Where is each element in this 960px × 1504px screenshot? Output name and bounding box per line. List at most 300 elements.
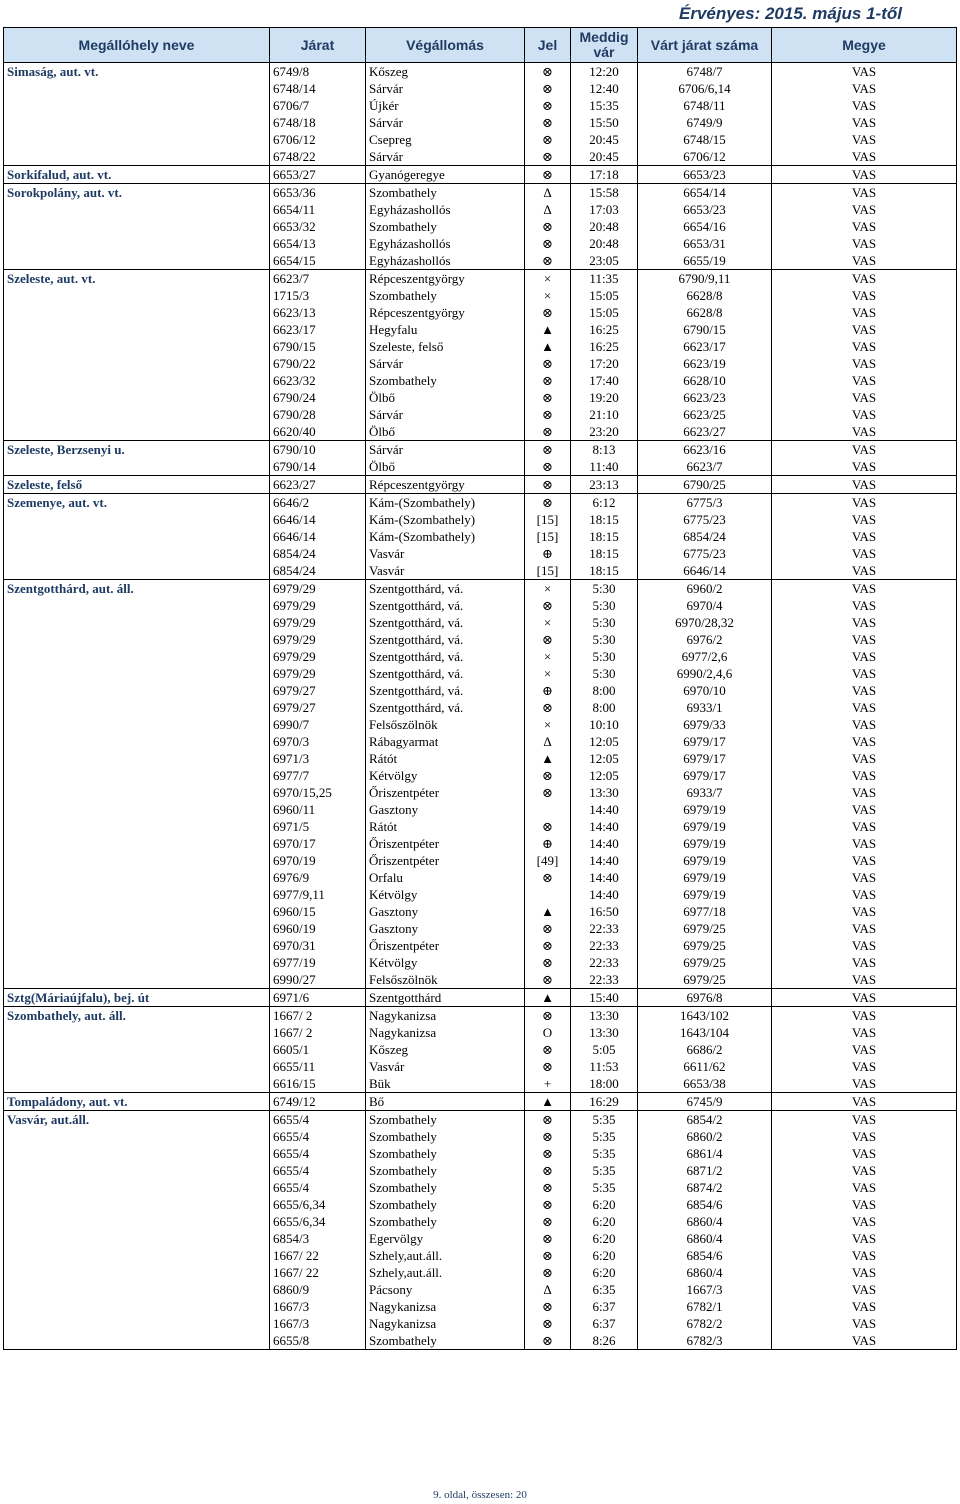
awaited-route: 6653/31 (638, 235, 772, 252)
terminus: Kám-(Szombathely) (366, 511, 525, 528)
awaited-route: 6623/7 (638, 458, 772, 476)
wait-until: 12:40 (571, 80, 638, 97)
route-number: 6979/29 (270, 631, 366, 648)
terminus: Kétvölgy (366, 886, 525, 903)
county: VAS (772, 886, 957, 903)
route-number: 6655/6,34 (270, 1213, 366, 1230)
terminus: Szombathely (366, 184, 525, 202)
awaited-route: 6748/11 (638, 97, 772, 114)
symbol: × (525, 648, 571, 665)
route-number: 6960/19 (270, 920, 366, 937)
county: VAS (772, 528, 957, 545)
awaited-route: 1667/3 (638, 1281, 772, 1298)
awaited-route: 6979/19 (638, 818, 772, 835)
awaited-route: 6979/17 (638, 767, 772, 784)
terminus: Vasvár (366, 545, 525, 562)
symbol: ▲ (525, 750, 571, 767)
county: VAS (772, 665, 957, 682)
awaited-route: 6977/2,6 (638, 648, 772, 665)
county: VAS (772, 767, 957, 784)
awaited-route: 6611/62 (638, 1058, 772, 1075)
county: VAS (772, 920, 957, 937)
wait-until: 12:20 (571, 63, 638, 81)
county: VAS (772, 114, 957, 131)
stop-name: Sorkifalud, aut. vt. (4, 166, 270, 184)
header-county: Megye (772, 28, 957, 63)
awaited-route: 6933/7 (638, 784, 772, 801)
route-number: 6654/13 (270, 235, 366, 252)
symbol: ⊗ (525, 1179, 571, 1196)
county: VAS (772, 1332, 957, 1350)
terminus: Egyházashollós (366, 252, 525, 270)
county: VAS (772, 63, 957, 81)
route-number: 6706/7 (270, 97, 366, 114)
route-number: 6977/9,11 (270, 886, 366, 903)
awaited-route: 6871/2 (638, 1162, 772, 1179)
symbol: Δ (525, 1281, 571, 1298)
awaited-route: 6790/15 (638, 321, 772, 338)
symbol: O (525, 1024, 571, 1041)
route-number: 6623/17 (270, 321, 366, 338)
awaited-route: 6653/23 (638, 166, 772, 184)
county: VAS (772, 682, 957, 699)
symbol: Δ (525, 201, 571, 218)
route-number: 1667/3 (270, 1298, 366, 1315)
terminus: Vasvár (366, 562, 525, 580)
route-number: 6971/6 (270, 989, 366, 1007)
county: VAS (772, 869, 957, 886)
route-number: 6970/19 (270, 852, 366, 869)
awaited-route: 6990/2,4,6 (638, 665, 772, 682)
symbol (525, 801, 571, 818)
county: VAS (772, 235, 957, 252)
table-row (4, 184, 957, 202)
terminus: Sárvár (366, 406, 525, 423)
table-row (4, 1007, 957, 1025)
route-number: 6977/19 (270, 954, 366, 971)
county: VAS (772, 937, 957, 954)
terminus: Répceszentgyörgy (366, 476, 525, 494)
wait-until: 18:15 (571, 562, 638, 580)
terminus: Szhely,aut.áll. (366, 1247, 525, 1264)
county: VAS (772, 954, 957, 971)
county: VAS (772, 1281, 957, 1298)
terminus: Szombathely (366, 1128, 525, 1145)
stop-name: Szeleste, Berzsenyi u. (4, 441, 270, 476)
terminus: Szentgotthárd, vá. (366, 580, 525, 598)
terminus: Sárvár (366, 355, 525, 372)
wait-until: 12:05 (571, 750, 638, 767)
county: VAS (772, 545, 957, 562)
route-number: 6971/3 (270, 750, 366, 767)
awaited-route: 6782/2 (638, 1315, 772, 1332)
symbol: ⊗ (525, 166, 571, 184)
terminus: Ölbő (366, 389, 525, 406)
awaited-route: 6970/28,32 (638, 614, 772, 631)
county: VAS (772, 631, 957, 648)
route-number: 6976/9 (270, 869, 366, 886)
awaited-route: 6628/10 (638, 372, 772, 389)
symbol: ▲ (525, 903, 571, 920)
terminus: Őriszentpéter (366, 852, 525, 869)
awaited-route: 6933/1 (638, 699, 772, 716)
route-number: 6790/10 (270, 441, 366, 459)
terminus: Szentgotthárd, vá. (366, 631, 525, 648)
terminus: Ölbő (366, 458, 525, 476)
county: VAS (772, 597, 957, 614)
symbol: ⊗ (525, 148, 571, 166)
county: VAS (772, 1264, 957, 1281)
awaited-route: 6860/4 (638, 1230, 772, 1247)
terminus: Vasvár (366, 1058, 525, 1075)
route-number: 6623/32 (270, 372, 366, 389)
terminus: Szombathely (366, 1162, 525, 1179)
wait-until: 6:20 (571, 1264, 638, 1281)
route-number: 6971/5 (270, 818, 366, 835)
wait-until: 16:25 (571, 338, 638, 355)
awaited-route: 6749/9 (638, 114, 772, 131)
symbol: ⊗ (525, 1162, 571, 1179)
stop-name: Szeleste, aut. vt. (4, 270, 270, 441)
county: VAS (772, 733, 957, 750)
route-number: 6646/14 (270, 511, 366, 528)
route-number: 6970/31 (270, 937, 366, 954)
county: VAS (772, 562, 957, 580)
county: VAS (772, 801, 957, 818)
awaited-route: 6977/18 (638, 903, 772, 920)
route-number: 1667/ 22 (270, 1247, 366, 1264)
route-number: 1667/ 2 (270, 1024, 366, 1041)
awaited-route: 6970/10 (638, 682, 772, 699)
route-number: 1667/3 (270, 1315, 366, 1332)
wait-until: 6:35 (571, 1281, 638, 1298)
terminus: Rábagyarmat (366, 733, 525, 750)
symbol: ⊗ (525, 767, 571, 784)
county: VAS (772, 338, 957, 355)
awaited-route: 6979/25 (638, 937, 772, 954)
county: VAS (772, 304, 957, 321)
symbol: ⊗ (525, 954, 571, 971)
terminus: Bő (366, 1093, 525, 1111)
county: VAS (772, 201, 957, 218)
awaited-route: 6654/16 (638, 218, 772, 235)
symbol: ⊗ (525, 304, 571, 321)
route-number: 6646/14 (270, 528, 366, 545)
terminus: Sárvár (366, 441, 525, 459)
symbol: ⊗ (525, 631, 571, 648)
county: VAS (772, 818, 957, 835)
route-number: 6970/15,25 (270, 784, 366, 801)
page-footer: 9. oldal, összesen: 20 (433, 1489, 527, 1501)
header-stop-name: Megállóhely neve (4, 28, 270, 63)
county: VAS (772, 1179, 957, 1196)
county: VAS (772, 1145, 957, 1162)
symbol: Δ (525, 733, 571, 750)
header-wait-until: Meddig vár (571, 28, 638, 63)
symbol: ⊗ (525, 63, 571, 81)
terminus: Csepreg (366, 131, 525, 148)
wait-until: 19:20 (571, 389, 638, 406)
county: VAS (772, 287, 957, 304)
stop-name: Szemenye, aut. vt. (4, 494, 270, 580)
wait-until: 23:05 (571, 252, 638, 270)
wait-until: 8:13 (571, 441, 638, 459)
route-number: 6653/36 (270, 184, 366, 202)
county: VAS (772, 716, 957, 733)
wait-until: 11:35 (571, 270, 638, 288)
symbol: ⊗ (525, 1332, 571, 1350)
route-number: 6646/2 (270, 494, 366, 512)
symbol: ⊗ (525, 97, 571, 114)
terminus: Egyházashollós (366, 201, 525, 218)
terminus: Hegyfalu (366, 321, 525, 338)
terminus: Nagykanizsa (366, 1315, 525, 1332)
awaited-route: 6748/15 (638, 131, 772, 148)
county: VAS (772, 218, 957, 235)
stop-name: Szentgotthárd, aut. áll. (4, 580, 270, 989)
awaited-route: 6979/33 (638, 716, 772, 733)
symbol: ⊗ (525, 1264, 571, 1281)
route-number: 1667/ 22 (270, 1264, 366, 1281)
awaited-route: 6979/25 (638, 971, 772, 989)
wait-until: 17:40 (571, 372, 638, 389)
wait-until: 22:33 (571, 954, 638, 971)
symbol: ⊗ (525, 971, 571, 989)
terminus: Szombathely (366, 1213, 525, 1230)
awaited-route: 6979/17 (638, 733, 772, 750)
county: VAS (772, 270, 957, 288)
route-number: 6979/29 (270, 614, 366, 631)
symbol: ⊗ (525, 1058, 571, 1075)
table-row (4, 63, 957, 81)
awaited-route: 6979/17 (638, 750, 772, 767)
terminus: Répceszentgyörgy (366, 304, 525, 321)
wait-until: 14:40 (571, 818, 638, 835)
symbol: ⊗ (525, 1007, 571, 1025)
wait-until: 13:30 (571, 1007, 638, 1025)
terminus: Szentgotthárd, vá. (366, 614, 525, 631)
wait-until: 13:30 (571, 784, 638, 801)
awaited-route: 6628/8 (638, 287, 772, 304)
symbol: [15] (525, 511, 571, 528)
awaited-route: 6790/9,11 (638, 270, 772, 288)
wait-until: 17:18 (571, 166, 638, 184)
symbol: ▲ (525, 338, 571, 355)
awaited-route: 6979/19 (638, 835, 772, 852)
awaited-route: 6748/7 (638, 63, 772, 81)
terminus: Kőszeg (366, 1041, 525, 1058)
county: VAS (772, 699, 957, 716)
symbol: ⊗ (525, 1298, 571, 1315)
county: VAS (772, 784, 957, 801)
terminus: Őriszentpéter (366, 937, 525, 954)
table-row (4, 476, 957, 494)
awaited-route: 6854/6 (638, 1196, 772, 1213)
wait-until: 16:29 (571, 1093, 638, 1111)
county: VAS (772, 1247, 957, 1264)
terminus: Ölbő (366, 423, 525, 441)
terminus: Őriszentpéter (366, 835, 525, 852)
wait-until: 14:40 (571, 869, 638, 886)
terminus: Szombathely (366, 1332, 525, 1350)
terminus: Sárvár (366, 114, 525, 131)
terminus: Szombathely (366, 1111, 525, 1129)
symbol: ⊗ (525, 1111, 571, 1129)
awaited-route: 6874/2 (638, 1179, 772, 1196)
wait-until: 5:35 (571, 1162, 638, 1179)
county: VAS (772, 903, 957, 920)
header-symbol: Jel (525, 28, 571, 63)
wait-until: 6:20 (571, 1230, 638, 1247)
symbol: ⊗ (525, 494, 571, 512)
route-number: 6616/15 (270, 1075, 366, 1093)
symbol: × (525, 287, 571, 304)
terminus: Nagykanizsa (366, 1024, 525, 1041)
wait-until: 14:40 (571, 852, 638, 869)
table-row (4, 1111, 957, 1129)
stop-name: Szeleste, felső (4, 476, 270, 494)
symbol: ⊗ (525, 1145, 571, 1162)
terminus: Sárvár (366, 80, 525, 97)
symbol: ⊗ (525, 1196, 571, 1213)
county: VAS (772, 406, 957, 423)
wait-until: 5:35 (571, 1128, 638, 1145)
terminus: Szentgotthárd, vá. (366, 665, 525, 682)
route-number: 6748/22 (270, 148, 366, 166)
symbol: ⊗ (525, 252, 571, 270)
route-number: 6654/11 (270, 201, 366, 218)
terminus: Orfalu (366, 869, 525, 886)
symbol: × (525, 580, 571, 598)
awaited-route: 6653/23 (638, 201, 772, 218)
county: VAS (772, 148, 957, 166)
header-row (4, 28, 957, 63)
terminus: Kám-(Szombathely) (366, 494, 525, 512)
symbol: ⊗ (525, 937, 571, 954)
route-number: 1715/3 (270, 287, 366, 304)
route-number: 6623/27 (270, 476, 366, 494)
symbol: ⊗ (525, 80, 571, 97)
wait-until: 14:40 (571, 835, 638, 852)
awaited-route: 6860/4 (638, 1264, 772, 1281)
terminus: Szentgotthárd, vá. (366, 648, 525, 665)
symbol: × (525, 665, 571, 682)
terminus: Szombathely (366, 1196, 525, 1213)
wait-until: 15:05 (571, 304, 638, 321)
symbol: ⊗ (525, 1213, 571, 1230)
wait-until: 23:13 (571, 476, 638, 494)
county: VAS (772, 1024, 957, 1041)
route-number: 6790/22 (270, 355, 366, 372)
wait-until: 5:05 (571, 1041, 638, 1058)
county: VAS (772, 852, 957, 869)
terminus: Nagykanizsa (366, 1007, 525, 1025)
route-number: 6623/7 (270, 270, 366, 288)
wait-until: 8:26 (571, 1332, 638, 1350)
awaited-route: 6706/6,14 (638, 80, 772, 97)
route-number: 6979/29 (270, 597, 366, 614)
awaited-route: 6775/23 (638, 545, 772, 562)
wait-until: 14:40 (571, 886, 638, 903)
route-number: 6655/6,34 (270, 1196, 366, 1213)
route-number: 6970/3 (270, 733, 366, 750)
county: VAS (772, 1230, 957, 1247)
symbol: ⊗ (525, 1315, 571, 1332)
route-number: 6655/4 (270, 1179, 366, 1196)
county: VAS (772, 1128, 957, 1145)
route-number: 6655/4 (270, 1111, 366, 1129)
route-number: 6970/17 (270, 835, 366, 852)
awaited-route: 6854/2 (638, 1111, 772, 1129)
table-row (4, 270, 957, 288)
awaited-route: 6745/9 (638, 1093, 772, 1111)
county: VAS (772, 750, 957, 767)
county: VAS (772, 389, 957, 406)
route-number: 6979/29 (270, 580, 366, 598)
wait-until: 16:25 (571, 321, 638, 338)
symbol: ⊗ (525, 1128, 571, 1145)
route-number: 6860/9 (270, 1281, 366, 1298)
route-number: 6990/27 (270, 971, 366, 989)
route-number: 6605/1 (270, 1041, 366, 1058)
county: VAS (772, 511, 957, 528)
symbol: ⊗ (525, 235, 571, 252)
terminus: Kőszeg (366, 63, 525, 81)
route-number: 6653/27 (270, 166, 366, 184)
timetable-body (4, 63, 957, 1350)
awaited-route: 6790/25 (638, 476, 772, 494)
awaited-route: 6782/3 (638, 1332, 772, 1350)
terminus: Szentgotthárd, vá. (366, 597, 525, 614)
terminus: Kétvölgy (366, 767, 525, 784)
route-number: 6854/24 (270, 562, 366, 580)
wait-until: 21:10 (571, 406, 638, 423)
terminus: Szombathely (366, 1145, 525, 1162)
symbol: [49] (525, 852, 571, 869)
awaited-route: 6623/23 (638, 389, 772, 406)
awaited-route: 6979/19 (638, 852, 772, 869)
route-number: 1667/ 2 (270, 1007, 366, 1025)
county: VAS (772, 614, 957, 631)
symbol: Δ (525, 184, 571, 202)
route-number: 6790/14 (270, 458, 366, 476)
awaited-route: 1643/102 (638, 1007, 772, 1025)
table-row (4, 989, 957, 1007)
awaited-route: 6623/17 (638, 338, 772, 355)
awaited-route: 6979/19 (638, 886, 772, 903)
county: VAS (772, 989, 957, 1007)
wait-until: 17:20 (571, 355, 638, 372)
awaited-route: 6979/19 (638, 869, 772, 886)
wait-until: 15:58 (571, 184, 638, 202)
awaited-route: 6860/2 (638, 1128, 772, 1145)
wait-until: 12:05 (571, 733, 638, 750)
county: VAS (772, 1213, 957, 1230)
terminus: Felsőszölnök (366, 716, 525, 733)
symbol: ⊗ (525, 372, 571, 389)
stop-name: Simaság, aut. vt. (4, 63, 270, 166)
wait-until: 5:35 (571, 1179, 638, 1196)
stop-name: Sorokpolány, aut. vt. (4, 184, 270, 270)
wait-until: 23:20 (571, 423, 638, 441)
terminus: Pácsony (366, 1281, 525, 1298)
terminus: Szentgotthárd, vá. (366, 682, 525, 699)
terminus: Felsőszölnök (366, 971, 525, 989)
symbol: ⊗ (525, 818, 571, 835)
awaited-route: 6976/8 (638, 989, 772, 1007)
symbol: ⊗ (525, 784, 571, 801)
symbol: ⊕ (525, 682, 571, 699)
